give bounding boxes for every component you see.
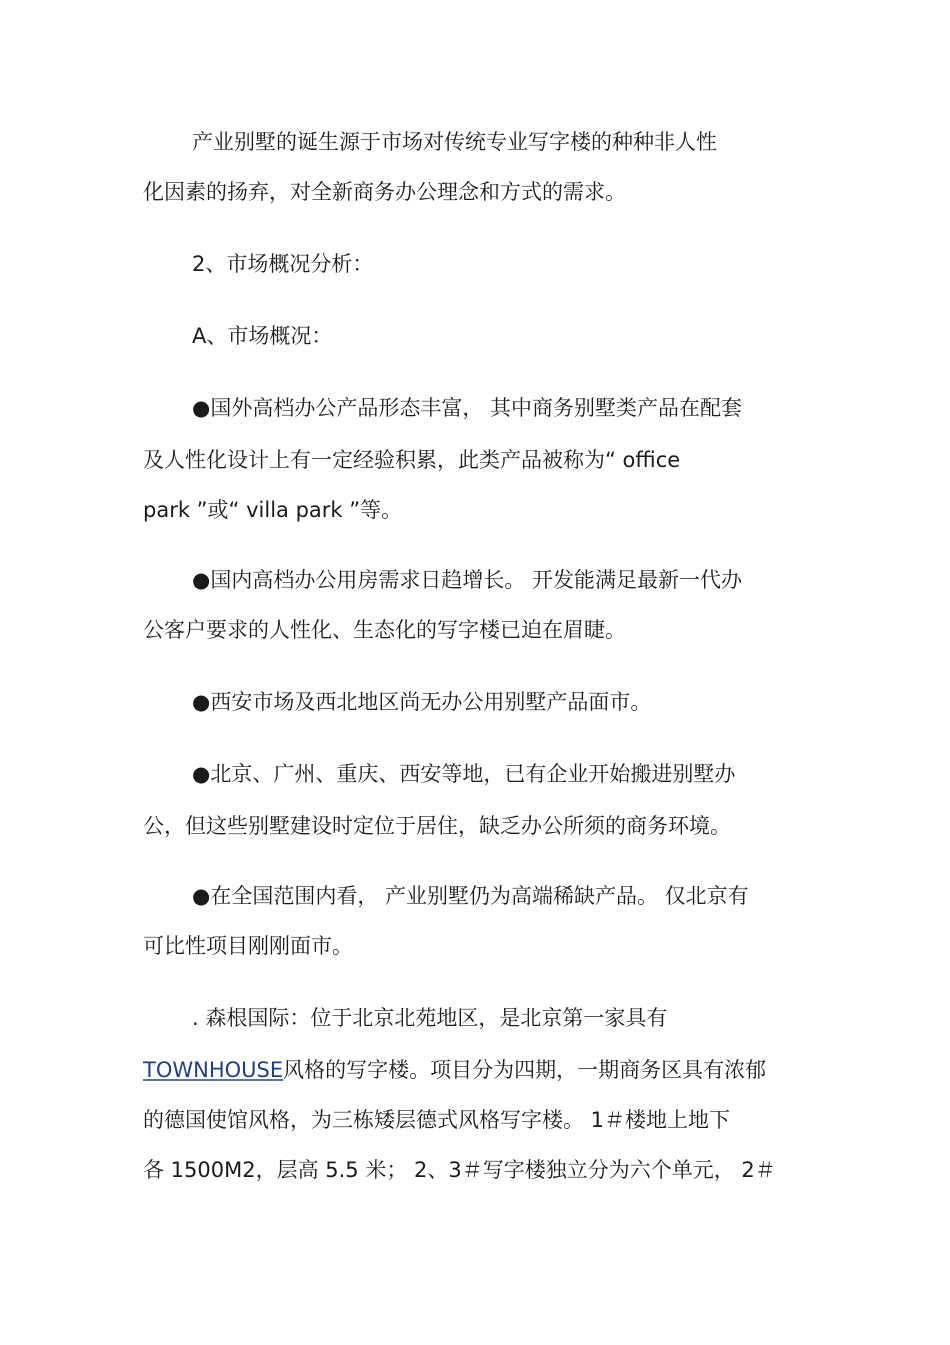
paragraph-line: park ”或“ villa park ”等。 [143,498,403,522]
bullet-line: ●国外高档办公产品形态丰富， 其中商务别墅类产品在配套 [192,396,742,420]
paragraph-line: 及人性化设计上有一定经验积累，此类产品被称为“ office [143,448,681,472]
paragraph-line: 公客户要求的人性化、生态化的写字楼已迫在眉睫。 [143,618,626,642]
paragraph-line: . 森根国际：位于北京北苑地区，是北京第一家具有 [192,1006,668,1030]
line-text: 风格的写字楼。项目分为四期，一期商务区具有浓郁 [283,1058,767,1082]
bullet-line: ●国内高档办公用房需求日趋增长。 开发能满足最新一代办 [192,568,742,592]
bullet-line: ●在全国范围内看， 产业别墅仍为高端稀缺产品。 仅北京有 [192,884,749,908]
section-heading: 2、市场概况分析： [192,252,374,276]
townhouse-link[interactable]: TOWNHOUSE [143,1058,284,1082]
paragraph-line: 产业别墅的诞生源于市场对传统专业写字楼的种种非人性 [192,130,717,154]
paragraph-line [143,1054,766,1086]
subsection-heading: A、市场概况： [192,324,333,348]
paragraph-line: 可比性项目刚刚面市。 [143,934,353,958]
paragraph-line: 各 1500M2，层高 5.5 米； 2、3＃写字楼独立分为六个单元， 2＃ [143,1158,776,1182]
bullet-line: ●北京、广州、重庆、西安等地，已有企业开始搬进别墅办 [192,762,736,786]
paragraph-line: 的德国使馆风格，为三栋矮层德式风格写字楼。 1＃楼地上地下 [143,1108,731,1132]
bullet-line: ●西安市场及西北地区尚无办公用别墅产品面市。 [192,690,652,714]
paragraph-line: 化因素的扬弃，对全新商务办公理念和方式的需求。 [143,180,626,204]
paragraph-line: 公，但这些别墅建设时定位于居住，缺乏办公所须的商务环境。 [143,814,731,838]
